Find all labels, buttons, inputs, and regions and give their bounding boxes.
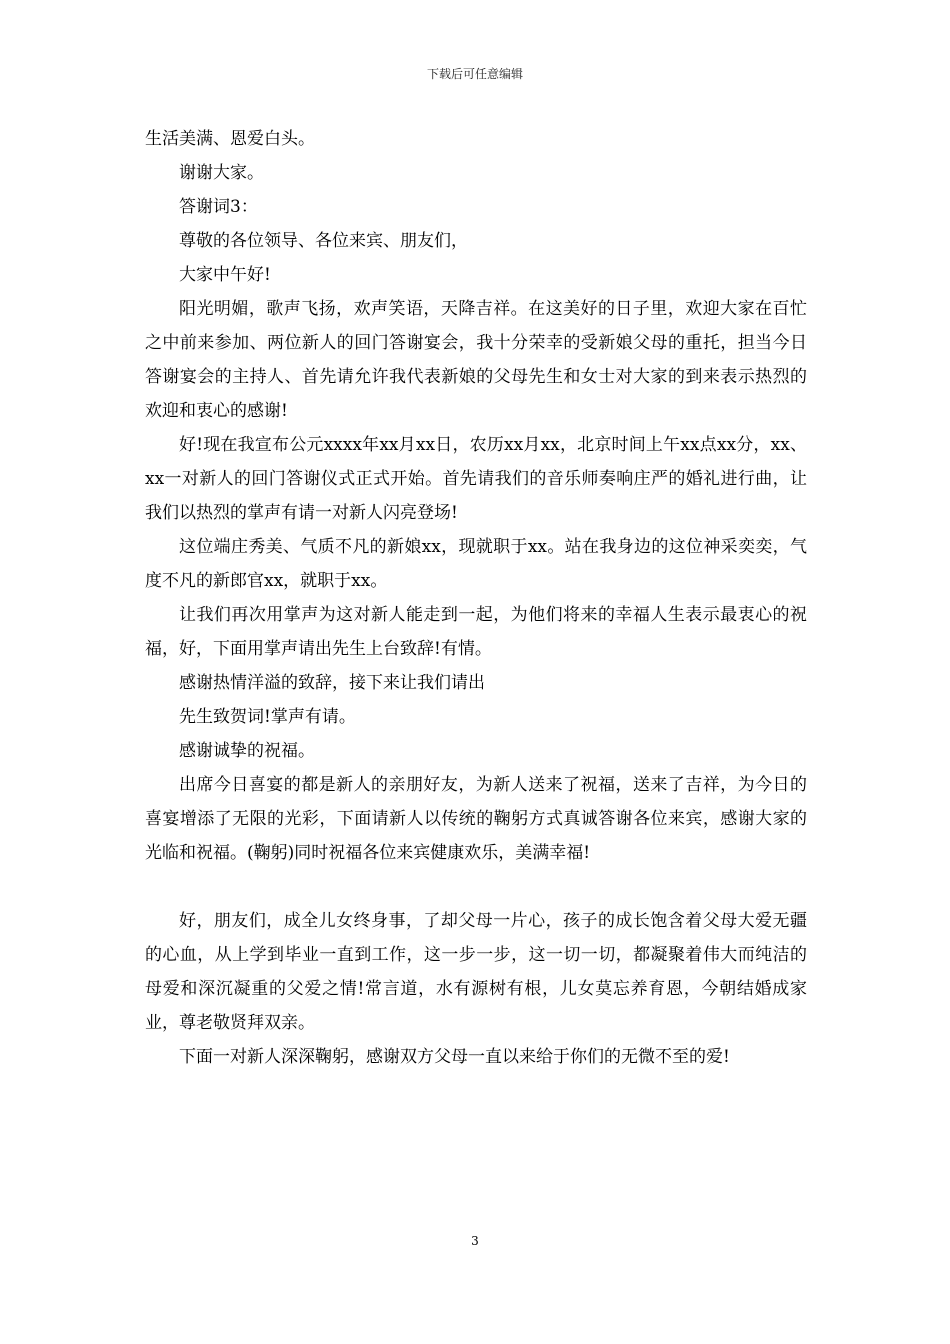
paragraph-continuation: 生活美满、恩爱白头。 (145, 129, 315, 149)
paragraph-guests: 出席今日喜宴的都是新人的亲朋好友，为新人送来了祝福，送来了吉祥，为今日的喜宴增添了无限的光彩，下面请新人以传统的鞠躬方式真诚答谢各位来宾，感谢大家的光临和祝福。(鞠躬)同时祝福各位来宾健康欢乐，美满幸福! (145, 775, 807, 863)
paragraph-blessing-thanks: 感谢诚挚的祝福。 (179, 741, 315, 761)
paragraph-parents: 好，朋友们，成全儿女终身事，了却父母一片心，孩子的成长饱含着父母大爱无疆的心血，从上学到毕业一直到工作，这一步一步，这一切一切，都凝聚着伟大而纯洁的母爱和深沉凝重的父爱之情!常言道，水有源树有根，儿女莫忘养育恩，今朝结婚成家业，尊老敬贤拜双亲。 (145, 911, 807, 1033)
paragraph-invite: 感谢热情洋溢的致辞，接下来让我们请出 (179, 673, 485, 693)
paragraph-bow: 下面一对新人深深鞠躬，感谢双方父母一直以来给于你们的无微不至的爱! (179, 1047, 730, 1067)
paragraph-salutation: 尊敬的各位领导、各位来宾、朋友们， (179, 231, 468, 251)
paragraph-speech: 先生致贺词!掌声有请。 (179, 707, 356, 727)
page-header: 下载后可任意编辑 (426, 67, 523, 81)
paragraph-greeting: 大家中午好! (179, 265, 271, 285)
paragraph-applause: 让我们再次用掌声为这对新人能走到一起，为他们将来的幸福人生表示最衷心的祝福，好，下面用掌声请出先生上台致辞!有情。 (145, 605, 807, 659)
page-number: 3 (471, 1234, 479, 1248)
section-heading: 答谢词3： (179, 197, 258, 217)
paragraph-opening: 阳光明媚，歌声飞扬，欢声笑语，天降吉祥。在这美好的日子里，欢迎大家在百忙之中前来参加、两位新人的回门答谢宴会，我十分荣幸的受新娘父母的重托，担当今日答谢宴会的主持人、首先请允许我代表新娘的父母先生和女士对大家的到来表示热烈的欢迎和衷心的感谢! (145, 299, 807, 421)
paragraph-thanks: 谢谢大家。 (179, 163, 264, 183)
paragraph-announcement: 好!现在我宣布公元xxxx年xx月xx日，农历xx月xx，北京时间上午xx点xx分，xx、xx一对新人的回门答谢仪式正式开始。首先请我们的音乐师奏响庄严的婚礼进行曲，让我们以热烈的掌声有请一对新人闪亮登场! (145, 435, 807, 523)
document-body (145, 122, 807, 1074)
paragraph-introduction: 这位端庄秀美、气质不凡的新娘xx，现就职于xx。站在我身边的这位神采奕奕，气度不凡的新郎官xx，就职于xx。 (145, 537, 807, 591)
